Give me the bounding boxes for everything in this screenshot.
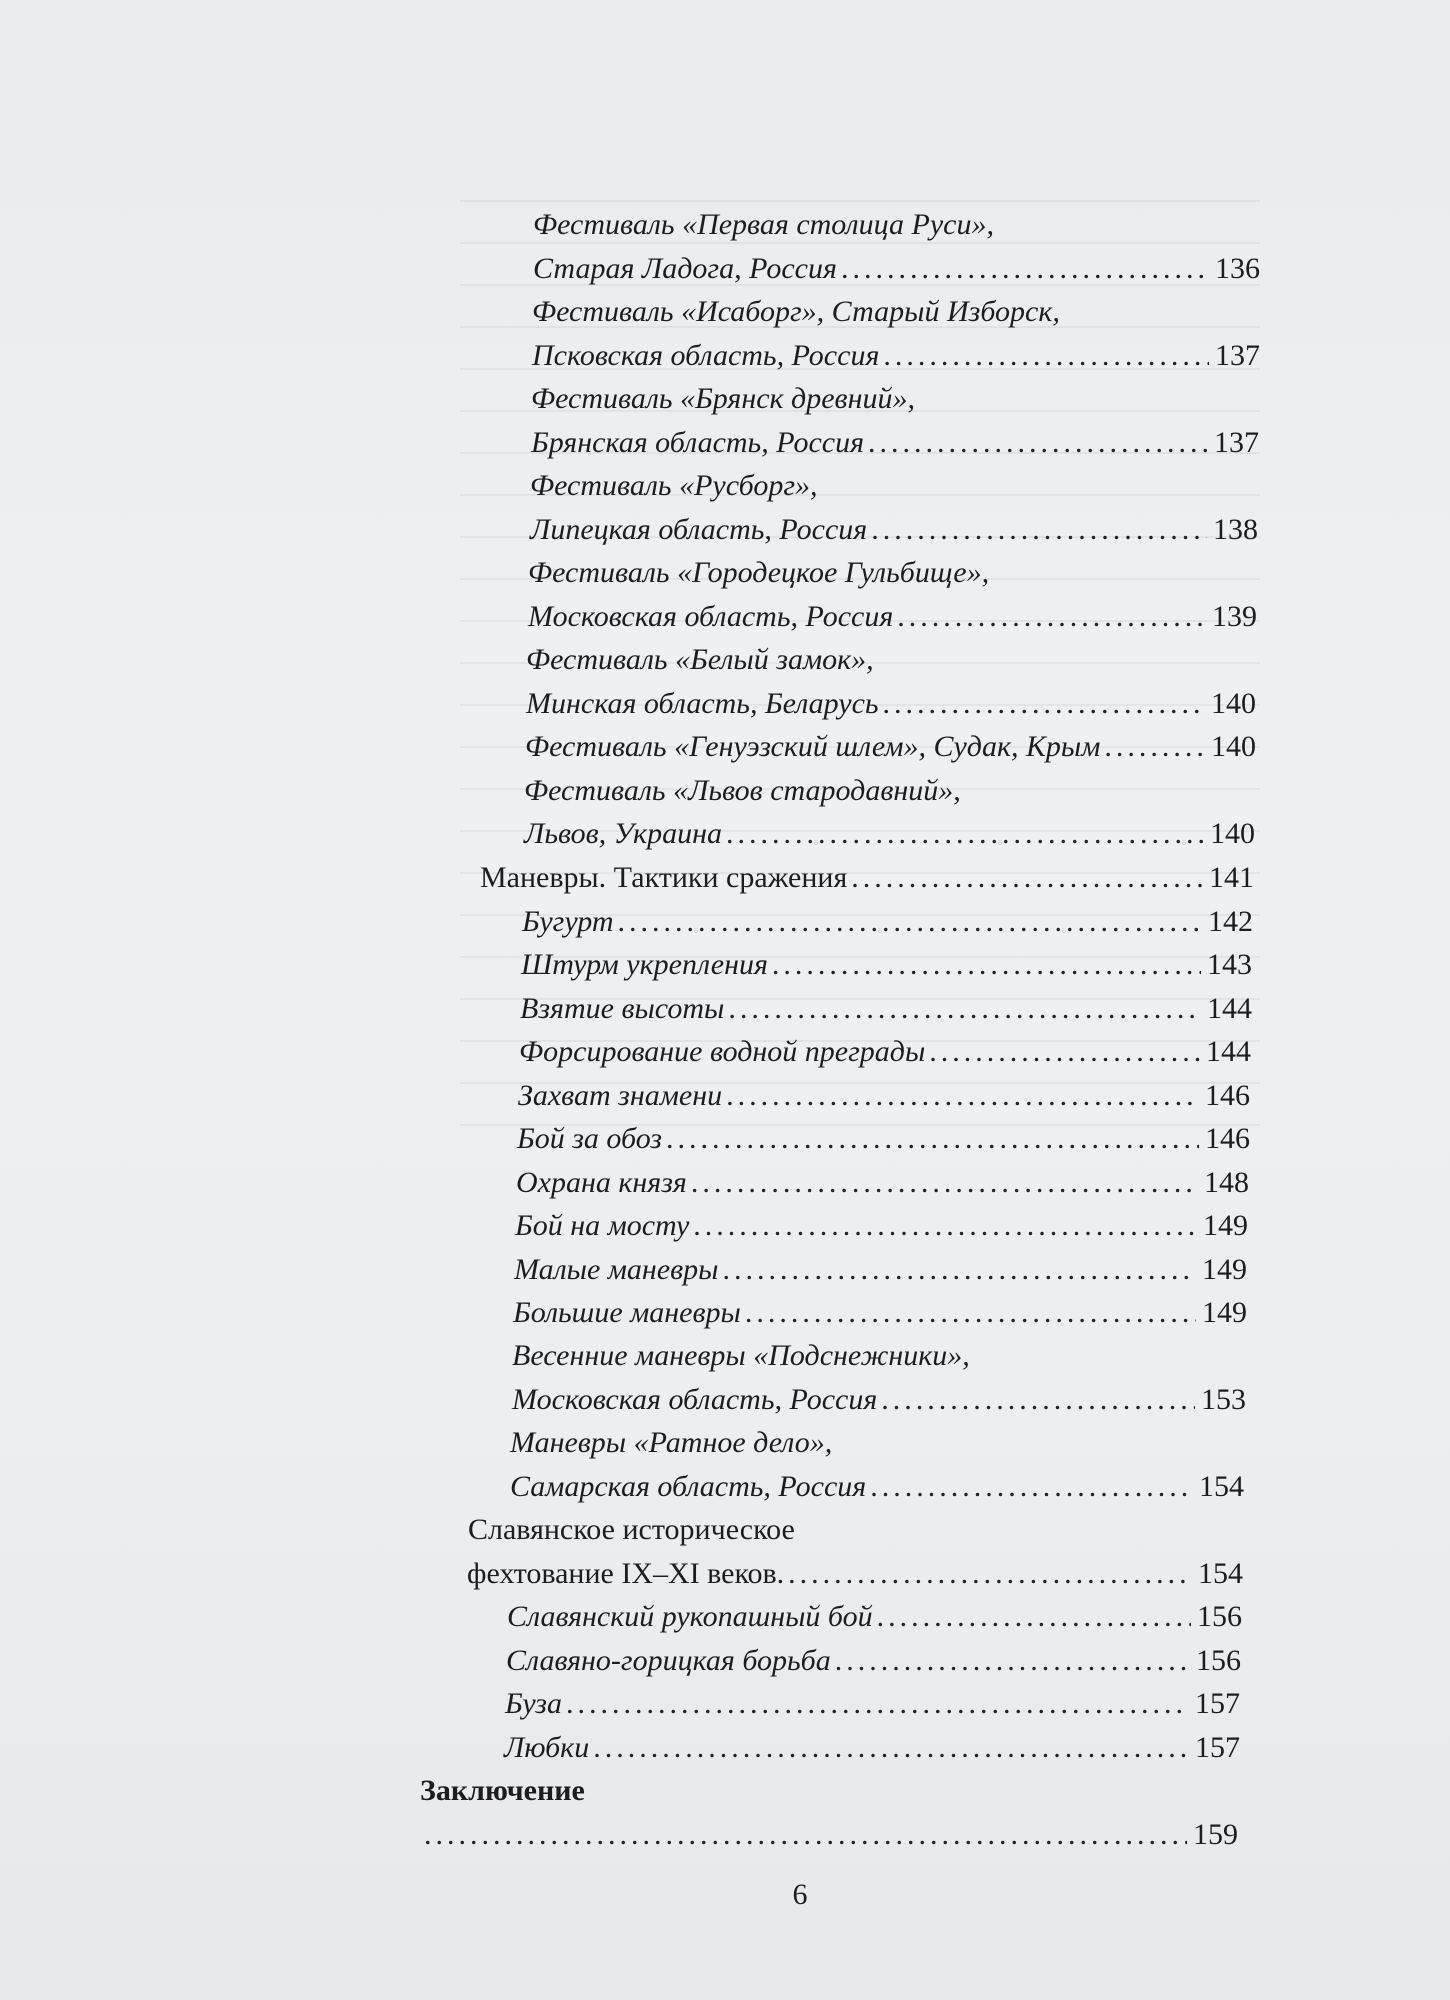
toc-entry [525, 727, 1256, 767]
dot-leader [772, 945, 1201, 985]
toc-entry-title: Фестиваль «Городецкое Гульбище», [528, 556, 990, 589]
toc-page-number: 149 [1203, 1209, 1248, 1242]
toc-entry-title: Львов, Украина [524, 817, 722, 850]
toc-entry-title: Захват знамени [518, 1079, 723, 1112]
toc-page-number: 159 [1193, 1818, 1238, 1851]
toc-entry [531, 423, 1259, 463]
toc-entry-title: Бой за обоз [517, 1122, 663, 1155]
toc-entry [468, 1510, 795, 1550]
toc-entry-title: Фестиваль «Русборг», [530, 469, 818, 502]
toc-entry-title: Буза [505, 1687, 562, 1720]
dot-leader [566, 1684, 1189, 1724]
dot-leader [870, 1467, 1193, 1507]
toc-entry [530, 466, 818, 506]
toc-page-number: 154 [1198, 1557, 1243, 1590]
toc-entry-title: Форсирование водной преграды [519, 1035, 926, 1068]
toc-entry [533, 249, 1260, 289]
toc-page-number: 157 [1195, 1731, 1240, 1764]
toc-entry-title: Славянское историческое [468, 1513, 795, 1546]
toc-page-number: 148 [1204, 1166, 1249, 1199]
toc-entry [510, 1467, 1244, 1507]
toc-entry [524, 771, 961, 811]
toc-page-number: 137 [1214, 426, 1259, 459]
toc-entry [522, 902, 1253, 942]
toc-page-number: 141 [1209, 861, 1254, 894]
toc-entry [520, 989, 1252, 1029]
dot-leader [877, 1597, 1191, 1637]
toc-entry [518, 1076, 1250, 1116]
dot-leader [726, 814, 1204, 854]
toc-entry-title: Заключение [420, 1774, 585, 1807]
toc-entry-title: Малые маневры [514, 1253, 719, 1286]
toc-entry [420, 1771, 585, 1811]
dot-leader [1104, 727, 1205, 767]
dot-leader [726, 1076, 1199, 1116]
toc-entry [532, 336, 1260, 376]
toc-page-number: 146 [1205, 1079, 1250, 1112]
toc-page-number: 136 [1215, 252, 1260, 285]
toc-entry-title: Славянский рукопашный бой [507, 1600, 873, 1633]
toc-entry-title: Псковская область, Россия [532, 339, 880, 372]
toc-entry-title: Фестиваль «Исаборг», Старый Изборск, [532, 295, 1060, 328]
toc-entry-title: Штурм укрепления [521, 948, 768, 981]
dot-leader [883, 336, 1209, 376]
toc-entry-title: фехтование IX–XI веков. [467, 1557, 785, 1590]
toc-entry [528, 553, 989, 593]
toc-entry [533, 205, 994, 245]
toc-entry [516, 1163, 1249, 1203]
dot-leader [691, 1163, 1198, 1203]
toc-page-number: 144 [1206, 1035, 1251, 1068]
toc-entry-title: Брянская область, Россия [531, 426, 865, 459]
toc-entry-title: Фестиваль «Генуэзский шлем», Судак, Крым [525, 730, 1101, 763]
toc-page-number: 156 [1197, 1600, 1242, 1633]
toc-entry [515, 1206, 1248, 1246]
dot-leader [693, 1206, 1197, 1246]
dot-leader [881, 1380, 1195, 1420]
toc-entry [513, 1293, 1247, 1333]
toc-page-number: 144 [1207, 992, 1252, 1025]
toc-entry [531, 379, 915, 419]
dot-leader [871, 510, 1207, 550]
toc-entry-title: Фестиваль «Брянск древний», [531, 382, 915, 415]
toc-entry-title: Бой на мосту [515, 1209, 690, 1242]
dot-leader [745, 1293, 1196, 1333]
toc-entry-title: Большие маневры [513, 1296, 741, 1329]
toc-page-number: 154 [1199, 1470, 1244, 1503]
toc-entry [507, 1597, 1242, 1637]
toc-page-number: 140 [1211, 687, 1256, 720]
toc-entry [526, 640, 874, 680]
toc-entry-title: Весенние маневры «Подснежники», [512, 1339, 970, 1372]
dot-leader [868, 423, 1208, 463]
toc-page-number: 142 [1208, 905, 1253, 938]
toc-entry [526, 684, 1256, 724]
toc-entry [512, 1380, 1246, 1420]
toc-entry [530, 510, 1258, 550]
toc-page-number: 137 [1215, 339, 1260, 372]
toc-entry [506, 1641, 1241, 1681]
toc-entry [505, 1684, 1240, 1724]
toc-entry [528, 597, 1257, 637]
toc-entry-title: Старая Ладога, Россия [533, 252, 837, 285]
toc-entry-title: Московская область, Россия [512, 1383, 878, 1416]
toc-entry-title: Любки [504, 1731, 590, 1764]
toc-entry-title: Маневры «Ратное дело», [510, 1426, 833, 1459]
toc-page-number: 157 [1195, 1687, 1240, 1720]
toc-entry-title: Липецкая область, Россия [530, 513, 868, 546]
toc-entry-title: Московская область, Россия [528, 600, 894, 633]
toc-entry-title: Бугурт [522, 905, 614, 938]
toc-page-number: 138 [1213, 513, 1258, 546]
dot-leader [424, 1815, 1187, 1855]
dot-leader [788, 1554, 1192, 1594]
toc-page-number: 140 [1211, 730, 1256, 763]
dot-leader [835, 1641, 1190, 1681]
toc-entry [467, 1554, 1243, 1594]
dot-leader [851, 858, 1203, 898]
toc-entry-title: Славяно-горицкая борьба [506, 1644, 831, 1677]
toc-entry-title: Взятие высоты [520, 992, 725, 1025]
toc-entry [521, 945, 1252, 985]
toc-entry [480, 858, 1254, 898]
dot-leader [929, 1032, 1200, 1072]
toc-page-number: 149 [1202, 1253, 1247, 1286]
dot-leader [593, 1728, 1189, 1768]
toc-entry [510, 1423, 832, 1463]
dot-leader [897, 597, 1206, 637]
toc-entry-title: Фестиваль «Львов стародавний», [524, 774, 961, 807]
toc-entry [532, 292, 1060, 332]
toc-entry [524, 814, 1255, 854]
toc-entry-title: Минская область, Беларусь [526, 687, 879, 720]
toc-entry [504, 1728, 1240, 1768]
dot-leader [666, 1119, 1199, 1159]
toc-entry [519, 1032, 1251, 1072]
page-number: 6 [792, 1878, 808, 1911]
toc-page-number: 139 [1212, 600, 1257, 633]
toc-entry-title: Маневры. Тактики сражения [480, 861, 848, 894]
toc-entry [514, 1250, 1247, 1290]
toc-page-number: 146 [1205, 1122, 1250, 1155]
toc-page-number: 156 [1196, 1644, 1241, 1677]
toc-entry [420, 1815, 1238, 1855]
toc-page-number: 140 [1210, 817, 1255, 850]
dot-leader [883, 684, 1205, 724]
toc-page-number: 153 [1201, 1383, 1246, 1416]
toc-entry-title: Фестиваль «Первая столица Руси», [533, 208, 994, 241]
toc-entry-title: Фестиваль «Белый замок», [526, 643, 874, 676]
toc-entry-title: Самарская область, Россия [510, 1470, 867, 1503]
toc-entry [517, 1119, 1250, 1159]
dot-leader [728, 989, 1201, 1029]
dot-leader [722, 1250, 1196, 1290]
toc-entry [512, 1336, 970, 1376]
toc-entry-title: Охрана князя [516, 1166, 687, 1199]
toc-page-number: 143 [1207, 948, 1252, 981]
dot-leader [618, 902, 1202, 942]
dot-leader [841, 249, 1209, 289]
toc-page-number: 149 [1202, 1296, 1247, 1329]
